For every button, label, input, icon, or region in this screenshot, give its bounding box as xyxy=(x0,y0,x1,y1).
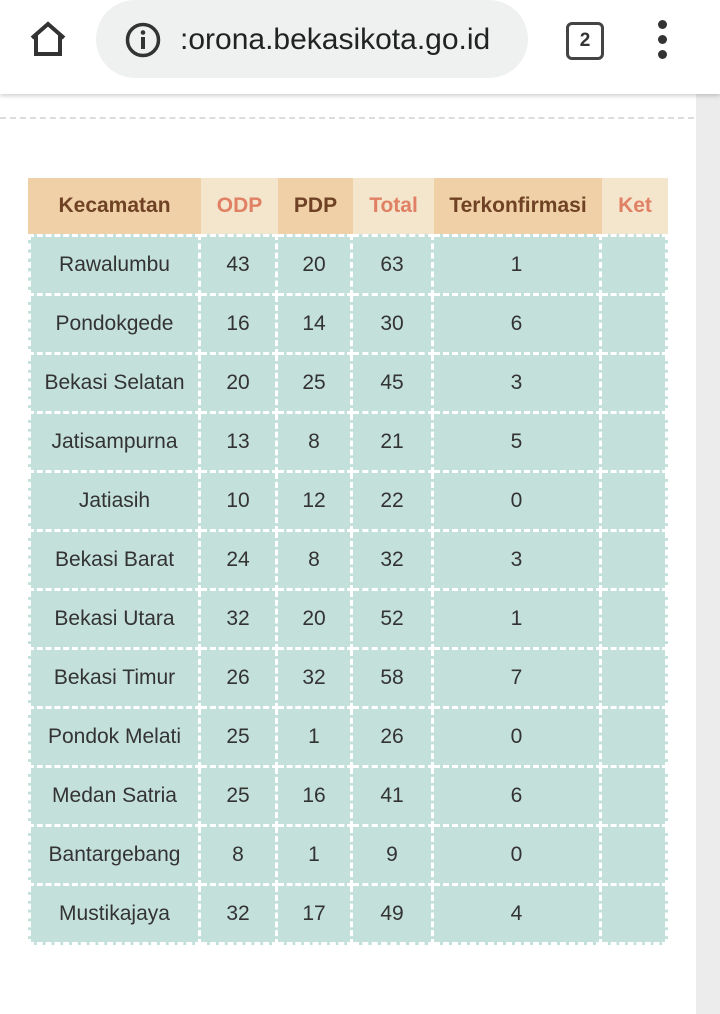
table-row xyxy=(28,296,668,355)
cell-ket xyxy=(602,827,668,886)
table-row xyxy=(28,768,668,827)
home-button[interactable] xyxy=(22,14,74,66)
cell-kecamatan: Pondok Melati xyxy=(28,709,201,768)
cell-terkonfirmasi: 3 xyxy=(434,532,602,591)
divider xyxy=(0,117,694,119)
table-row xyxy=(28,886,668,945)
cell-ket xyxy=(602,650,668,709)
cell-pdp: 32 xyxy=(278,650,353,709)
cell-total: 30 xyxy=(353,296,434,355)
table-row xyxy=(28,827,668,886)
cell-terkonfirmasi: 4 xyxy=(434,886,602,945)
cell-terkonfirmasi: 6 xyxy=(434,296,602,355)
cell-kecamatan: Bantargebang xyxy=(28,827,201,886)
page-edge xyxy=(696,94,720,1014)
cell-pdp: 17 xyxy=(278,886,353,945)
cell-ket xyxy=(602,591,668,650)
table-row xyxy=(28,473,668,532)
header-terkonfirmasi: Terkonfirmasi xyxy=(434,178,602,234)
cell-total: 26 xyxy=(353,709,434,768)
header-pdp: PDP xyxy=(278,178,353,234)
cell-odp: 32 xyxy=(201,886,278,945)
cell-ket xyxy=(602,886,668,945)
table-row xyxy=(28,709,668,768)
cell-odp: 24 xyxy=(201,532,278,591)
cell-kecamatan: Pondokgede xyxy=(28,296,201,355)
table-row xyxy=(28,234,668,296)
cell-odp: 25 xyxy=(201,709,278,768)
cell-pdp: 1 xyxy=(278,827,353,886)
cell-odp: 20 xyxy=(201,355,278,414)
cell-odp: 32 xyxy=(201,591,278,650)
cell-total: 41 xyxy=(353,768,434,827)
cell-terkonfirmasi: 5 xyxy=(434,414,602,473)
cell-ket xyxy=(602,355,668,414)
cell-terkonfirmasi: 0 xyxy=(434,827,602,886)
cell-odp: 43 xyxy=(201,234,278,296)
info-icon[interactable] xyxy=(124,21,162,59)
cell-total: 45 xyxy=(353,355,434,414)
page-content xyxy=(0,94,696,1014)
browser-toolbar xyxy=(0,0,720,94)
cell-terkonfirmasi: 1 xyxy=(434,591,602,650)
header-kecamatan: Kecamatan xyxy=(28,178,201,234)
cell-terkonfirmasi: 7 xyxy=(434,650,602,709)
home-icon xyxy=(22,14,74,66)
cell-terkonfirmasi: 1 xyxy=(434,234,602,296)
cell-total: 52 xyxy=(353,591,434,650)
table-row xyxy=(28,650,668,709)
cell-ket xyxy=(602,414,668,473)
cell-ket xyxy=(602,234,668,296)
url-text[interactable]: :orona.bekasikota.go.id xyxy=(180,23,491,56)
cell-odp: 26 xyxy=(201,650,278,709)
cell-pdp: 25 xyxy=(278,355,353,414)
cell-odp: 25 xyxy=(201,768,278,827)
cell-total: 22 xyxy=(353,473,434,532)
cell-odp: 8 xyxy=(201,827,278,886)
cell-kecamatan: Jatisampurna xyxy=(28,414,201,473)
cell-total: 58 xyxy=(353,650,434,709)
cell-ket xyxy=(602,709,668,768)
cell-kecamatan: Bekasi Timur xyxy=(28,650,201,709)
cell-ket xyxy=(602,473,668,532)
cell-odp: 16 xyxy=(201,296,278,355)
cell-kecamatan: Bekasi Utara xyxy=(28,591,201,650)
cell-kecamatan: Bekasi Selatan xyxy=(28,355,201,414)
menu-icon[interactable] xyxy=(644,14,684,66)
cell-total: 21 xyxy=(353,414,434,473)
cell-pdp: 20 xyxy=(278,591,353,650)
cell-pdp: 8 xyxy=(278,532,353,591)
cell-total: 32 xyxy=(353,532,434,591)
cell-total: 63 xyxy=(353,234,434,296)
cell-ket xyxy=(602,296,668,355)
tabs-icon[interactable]: 2 xyxy=(566,22,604,60)
cell-odp: 13 xyxy=(201,414,278,473)
cell-kecamatan: Rawalumbu xyxy=(28,234,201,296)
cell-pdp: 12 xyxy=(278,473,353,532)
cell-ket xyxy=(602,768,668,827)
table-row xyxy=(28,591,668,650)
cell-kecamatan: Jatiasih xyxy=(28,473,201,532)
cell-terkonfirmasi: 0 xyxy=(434,473,602,532)
header-total: Total xyxy=(353,178,434,234)
cell-terkonfirmasi: 3 xyxy=(434,355,602,414)
table-row xyxy=(28,355,668,414)
header-odp: ODP xyxy=(201,178,278,234)
cell-pdp: 20 xyxy=(278,234,353,296)
cell-pdp: 14 xyxy=(278,296,353,355)
table-header-row xyxy=(28,178,668,234)
cell-odp: 10 xyxy=(201,473,278,532)
cell-total: 49 xyxy=(353,886,434,945)
cell-kecamatan: Bekasi Barat xyxy=(28,532,201,591)
address-bar[interactable] xyxy=(96,0,528,78)
table-row xyxy=(28,532,668,591)
cell-terkonfirmasi: 0 xyxy=(434,709,602,768)
cell-total: 9 xyxy=(353,827,434,886)
cell-pdp: 16 xyxy=(278,768,353,827)
cell-terkonfirmasi: 6 xyxy=(434,768,602,827)
cell-kecamatan: Mustikajaya xyxy=(28,886,201,945)
cell-pdp: 8 xyxy=(278,414,353,473)
header-ket: Ket xyxy=(602,178,668,234)
table-row xyxy=(28,414,668,473)
covid-data-table xyxy=(28,178,668,945)
cell-ket xyxy=(602,532,668,591)
cell-pdp: 1 xyxy=(278,709,353,768)
cell-kecamatan: Medan Satria xyxy=(28,768,201,827)
